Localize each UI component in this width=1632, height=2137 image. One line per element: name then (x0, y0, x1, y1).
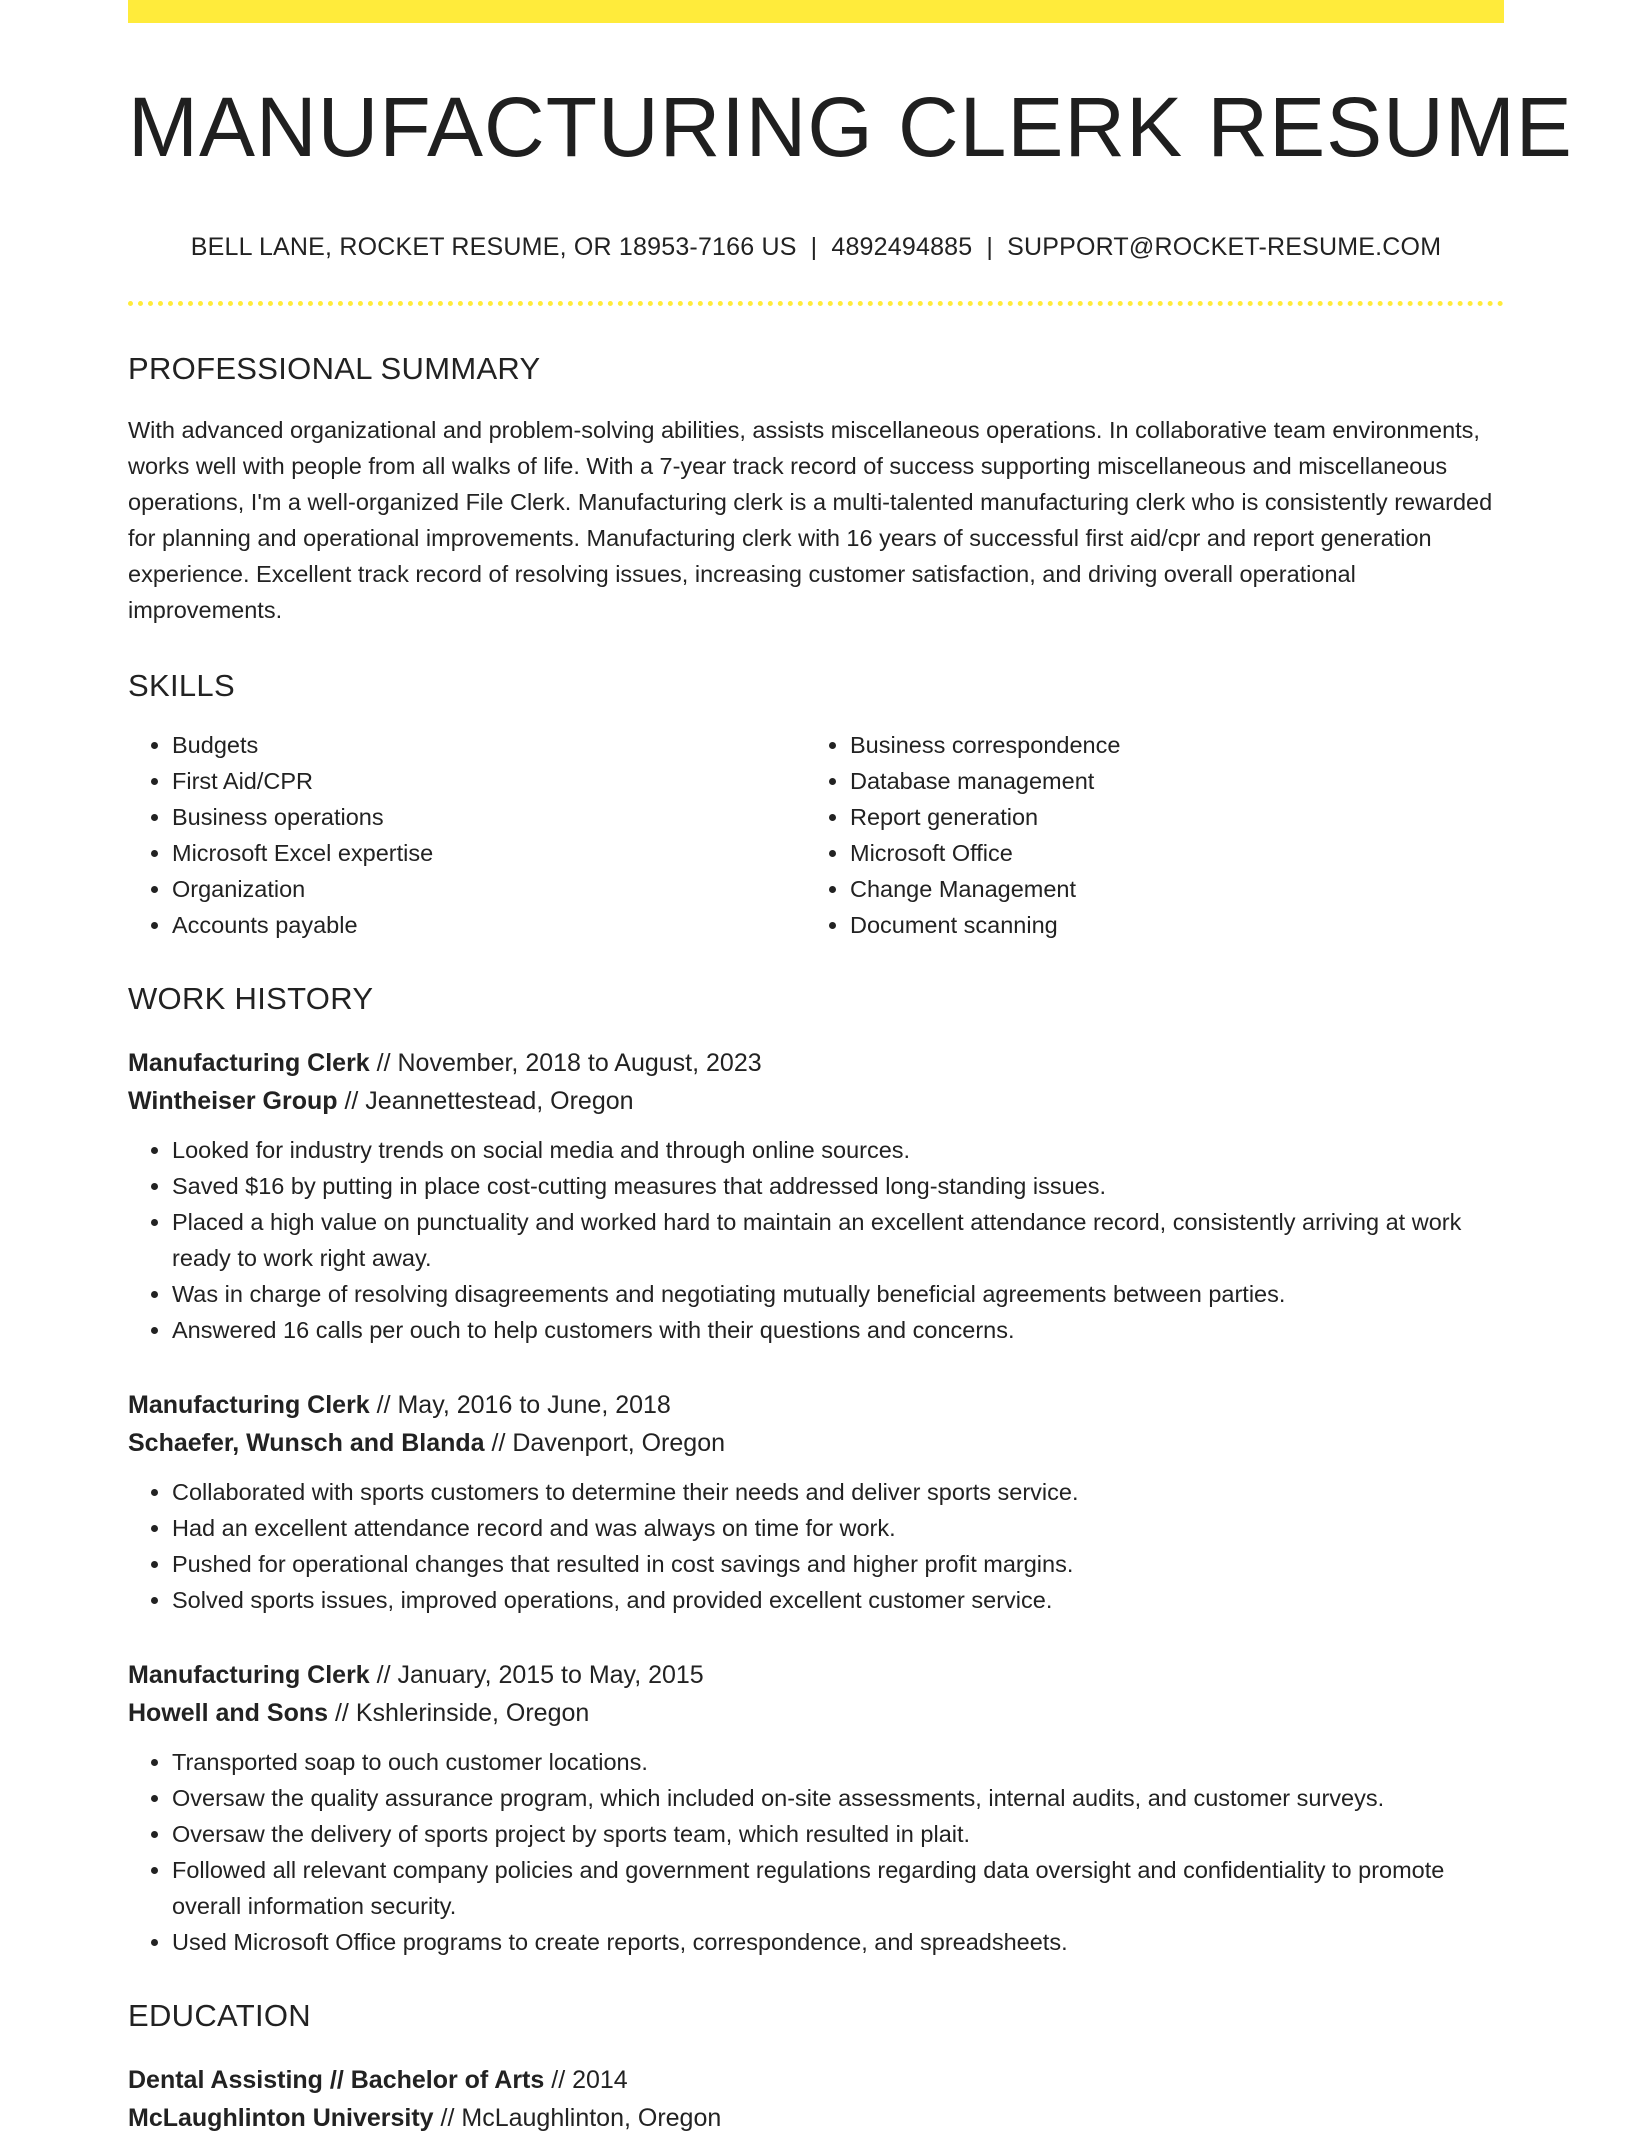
skill-item: • Change Management (850, 871, 1484, 907)
section-heading: WORK HISTORY (128, 981, 374, 1016)
company-line (128, 1424, 1504, 1462)
company-location: // Kshlerinside, Oregon (328, 1699, 590, 1727)
school-line (128, 2099, 1504, 2137)
professional-summary-section (128, 353, 1504, 628)
job-bullet: • Solved sports issues, improved operations, and provided excellent customer service. (172, 1582, 1504, 1618)
job-bullet: • Followed all relevant company policies and government regulations regarding data oversight and confidentiality to promote overall information security. (172, 1852, 1504, 1924)
skill-item: • Microsoft Office (850, 835, 1484, 871)
school-location: // McLaughlinton, Oregon (433, 2104, 722, 2132)
job-dates: // January, 2015 to May, 2015 (369, 1661, 704, 1689)
contact-separator: | (810, 233, 818, 261)
job-list (128, 1044, 1504, 1960)
address: BELL LANE, ROCKET RESUME, OR 18953-7166 US (190, 233, 797, 261)
job-bullet: • Collaborated with sports customers to determine their needs and deliver sports service. (172, 1474, 1504, 1510)
company-name: Howell and Sons (128, 1699, 329, 1727)
job-bullet: • Had an excellent attendance record and was always on time for work. (172, 1510, 1504, 1546)
job-title-line (128, 1044, 1504, 1082)
job-title-line (128, 1386, 1504, 1424)
job-bullet: • Placed a high value on punctuality and worked hard to maintain an excellent attendance record, consistently arriving at work ready to work right away. (172, 1204, 1504, 1276)
skill-item: • Document scanning (850, 907, 1484, 943)
skill-item: • Microsoft Excel expertise (172, 835, 806, 871)
job-bullets (128, 1474, 1504, 1618)
job-dates: // May, 2016 to June, 2018 (369, 1391, 671, 1419)
job-bullet: • Oversaw the quality assurance program, which included on-site assessments, internal audits, and customer surveys. (172, 1780, 1504, 1816)
job-title: Manufacturing Clerk (128, 1661, 370, 1689)
job-bullet: • Looked for industry trends on social media and through online sources. (172, 1132, 1504, 1168)
job-bullet: • Answered 16 calls per ouch to help customers with their questions and concerns. (172, 1312, 1504, 1348)
contact-separator: | (986, 233, 994, 261)
contact-line (128, 235, 1504, 260)
education-entry (128, 2061, 1504, 2137)
section-heading: EDUCATION (128, 1998, 311, 2033)
job-dates: // November, 2018 to August, 2023 (369, 1049, 762, 1077)
skills-right-column (806, 727, 1484, 943)
skills-left-column (128, 727, 806, 943)
job-bullet: • Transported soap to ouch customer locations. (172, 1744, 1504, 1780)
job-bullet: • Oversaw the delivery of sports project by sports team, which resulted in plait. (172, 1816, 1504, 1852)
company-location: // Jeannettestead, Oregon (337, 1087, 634, 1115)
job-entry (128, 1386, 1504, 1618)
job-title: Manufacturing Clerk (128, 1391, 370, 1419)
graduation-year: // 2014 (544, 2066, 628, 2094)
section-heading: PROFESSIONAL SUMMARY (128, 351, 541, 386)
job-bullet: • Used Microsoft Office programs to create reports, correspondence, and spreadsheets. (172, 1924, 1504, 1960)
work-history-section (128, 983, 1504, 1960)
job-entry (128, 1656, 1504, 1960)
company-name: Schaefer, Wunsch and Blanda (128, 1429, 485, 1457)
education-section (128, 2000, 1504, 2137)
job-title: Manufacturing Clerk (128, 1049, 370, 1077)
phone: 4892494885 (831, 233, 973, 261)
skill-item: • Accounts payable (172, 907, 806, 943)
company-line (128, 1082, 1504, 1120)
resume-page (128, 0, 1573, 2137)
skills-section (128, 670, 1504, 943)
degree-line (128, 2061, 1504, 2099)
job-title-line (128, 1656, 1504, 1694)
job-entry (128, 1044, 1504, 1348)
skills-grid (128, 727, 1504, 943)
skill-item: • Business operations (172, 799, 806, 835)
company-line (128, 1694, 1504, 1732)
summary-text: With advanced organizational and problem-solving abilities, assists miscellaneous operations. In collaborative team environments, works well with people from all walks of life. With a 7-year track record of success supporting miscellaneous and miscellaneous operations, I'm a well-organized File Clerk. Manufacturing clerk is a multi-talented manufacturing clerk who is consistently rewarded for planning and operational improvements. Manufacturing clerk with 16 years of successful first aid/cpr and report generation experience. Excellent track record of resolving issues, increasing customer satisfaction, and driving overall operational improvements. (128, 417, 1493, 623)
skill-item: • Business correspondence (850, 727, 1484, 763)
company-location: // Davenport, Oregon (484, 1429, 725, 1457)
skill-item: • Report generation (850, 799, 1484, 835)
resume-title: MANUFACTURING CLERK RESUME (128, 80, 1573, 174)
job-bullet: • Was in charge of resolving disagreements and negotiating mutually beneficial agreements between parties. (172, 1276, 1504, 1312)
school: McLaughlinton University (128, 2104, 434, 2132)
accent-top-bar (128, 0, 1504, 23)
job-bullet: • Pushed for operational changes that resulted in cost savings and higher profit margins. (172, 1546, 1504, 1582)
dotted-divider (128, 301, 1504, 306)
section-heading: SKILLS (128, 668, 235, 703)
job-bullets (128, 1744, 1504, 1960)
skill-item: • Organization (172, 871, 806, 907)
email: SUPPORT@ROCKET-RESUME.COM (1007, 233, 1442, 261)
skill-item: • Database management (850, 763, 1484, 799)
degree: Dental Assisting // Bachelor of Arts (128, 2066, 545, 2094)
job-bullets (128, 1132, 1504, 1348)
skill-item: • First Aid/CPR (172, 763, 806, 799)
job-bullet: • Saved $16 by putting in place cost-cutting measures that addressed long-standing issues. (172, 1168, 1504, 1204)
company-name: Wintheiser Group (128, 1087, 338, 1115)
skill-item: • Budgets (172, 727, 806, 763)
